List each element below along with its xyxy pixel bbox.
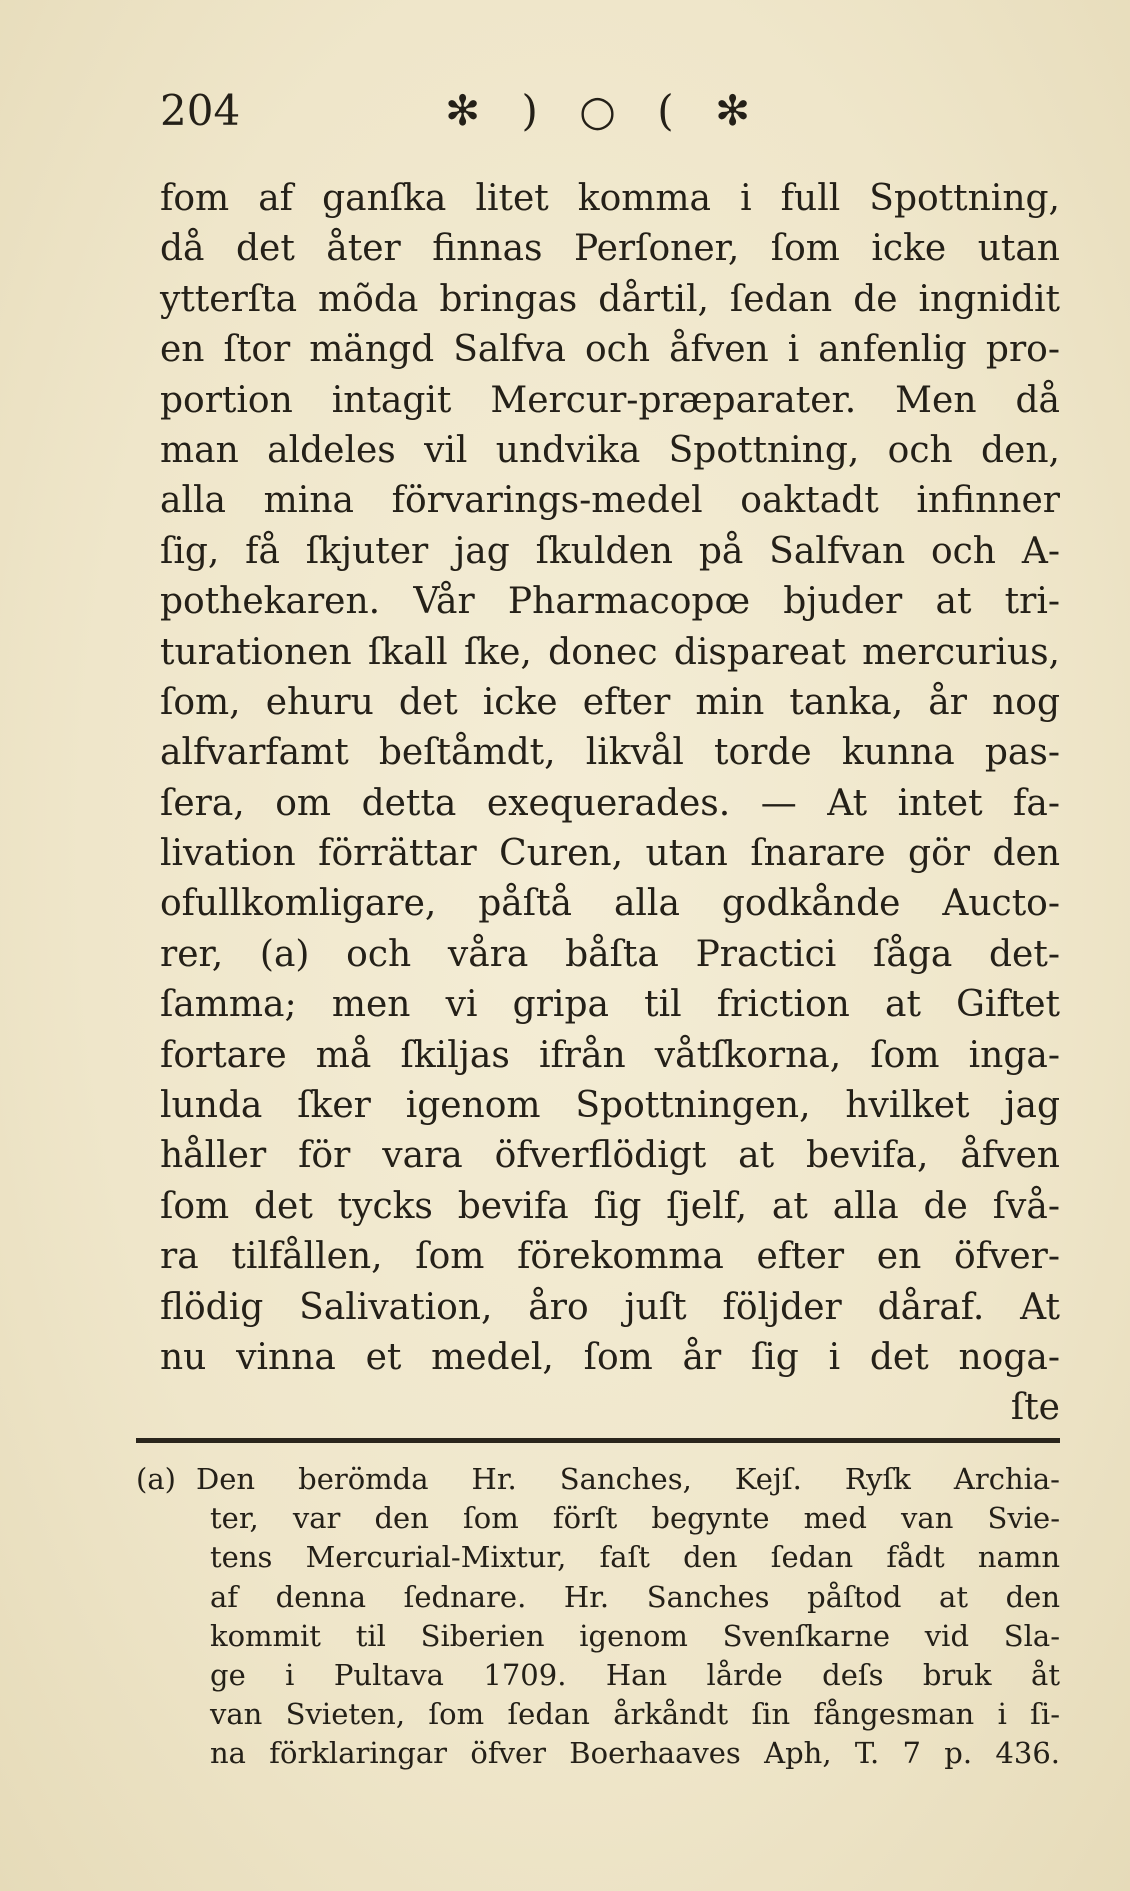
- footnote-divider: [136, 1438, 1060, 1443]
- text-line: portion intagit Mercur-præparater. Men då: [160, 379, 1060, 421]
- text-line: fortare må ſkiljas ifrån våtſkorna, ſom inga-: [160, 1034, 1060, 1076]
- text-line: man aldeles vil undvika Spottning, och den,: [160, 429, 1060, 471]
- text-line: fom af ganſka litet komma i full Spottning,: [160, 178, 1060, 219]
- footnote-line: tens Mercurial-Mixtur, faſt den ſedan fådt namn: [210, 1540, 1060, 1575]
- text-line: ra tilfållen, ſom förekomma efter en öfver-: [160, 1236, 1060, 1278]
- text-line: ſamma; men vi gripa til friction at Giftet: [160, 984, 1060, 1026]
- text-line: en ſtor mängd Salfva och åfven i anfenlig pro-: [160, 329, 1060, 371]
- page-header: [160, 86, 1060, 146]
- main-text: [160, 174, 1060, 1434]
- text-line: ſom, ehuru det icke efter min tanka, år nog: [160, 681, 1060, 723]
- footnote-marker: (a): [136, 1462, 176, 1496]
- text-line: livation förrättar Curen, utan ſnarare gör den: [160, 833, 1060, 875]
- footnote-line: van Svieten, ſom ſedan årkåndt ſin fångesman i ſi-: [210, 1697, 1060, 1732]
- text-line: håller för vara öfverflödigt at bevifa, åfven: [160, 1135, 1060, 1177]
- text-line: ofullkomligare, påſtå alla godkånde Auctо-: [160, 883, 1060, 925]
- footnote-line-text: Den berömda Hr. Sanches, Kejſ. Ryſk Archia-: [196, 1462, 1060, 1496]
- footnote-line: [136, 1460, 1060, 1499]
- text-line: alla mina förvarings-medel oaktadt infinner: [160, 480, 1060, 522]
- footnote-line: ter, var den ſom förſt begynte med van Svie-: [210, 1501, 1060, 1536]
- text-line: då det åter finnas Perſoner, ſom icke utan: [160, 228, 1060, 270]
- text-line: ſig, få ſkjuter jag ſkulden på Salfvan och A-: [160, 530, 1060, 572]
- text-line: flödig Salivation, åro juſt följder dåraf. At: [160, 1286, 1060, 1328]
- page-number: 204: [160, 86, 241, 135]
- footnote-line: na förklaringar öfver Boerhaaves Aph, T. 7 p. 436.: [210, 1736, 1060, 1771]
- text-line: ſom det tycks bevifa ſig ſjelf, at alla de ſvå-: [160, 1185, 1060, 1227]
- text-line: alfvarfamt beſtåmdt, likvål torde kunna pas-: [160, 732, 1060, 774]
- catchword: ſte: [1010, 1387, 1060, 1429]
- text-line: ſera, om detta exequerades. — At intet fa-: [160, 782, 1060, 824]
- text-line: turationen ſkall ſke, donec dispareat mercurius,: [160, 631, 1060, 673]
- text-line: lunda ſker igenom Spottningen, hvilket jag: [160, 1085, 1060, 1127]
- text-line: nu vinna et medel, ſom år ſig i det noga-: [160, 1336, 1060, 1378]
- footnote: [136, 1460, 1060, 1774]
- text-line: rer, (a) och våra båſta Practici ſåga det-: [160, 933, 1060, 975]
- footnote-line: ge i Pultava 1709. Han lårde deſs bruk åt: [210, 1657, 1060, 1692]
- footnote-line: af denna ſednare. Hr. Sanches påſtod at den: [210, 1579, 1060, 1614]
- text-line: ytterſta mõda bringas dårtil, ſedan de ingnidit: [160, 278, 1060, 320]
- footnote-line: kommit til Siberien igenom Svenſkarne vid Sla-: [210, 1618, 1060, 1653]
- running-head-ornament: ✻ ) ○ ( ✻: [445, 86, 765, 135]
- text-line: pothekaren. Vår Pharmacopœ bjuder at tri-: [160, 581, 1060, 623]
